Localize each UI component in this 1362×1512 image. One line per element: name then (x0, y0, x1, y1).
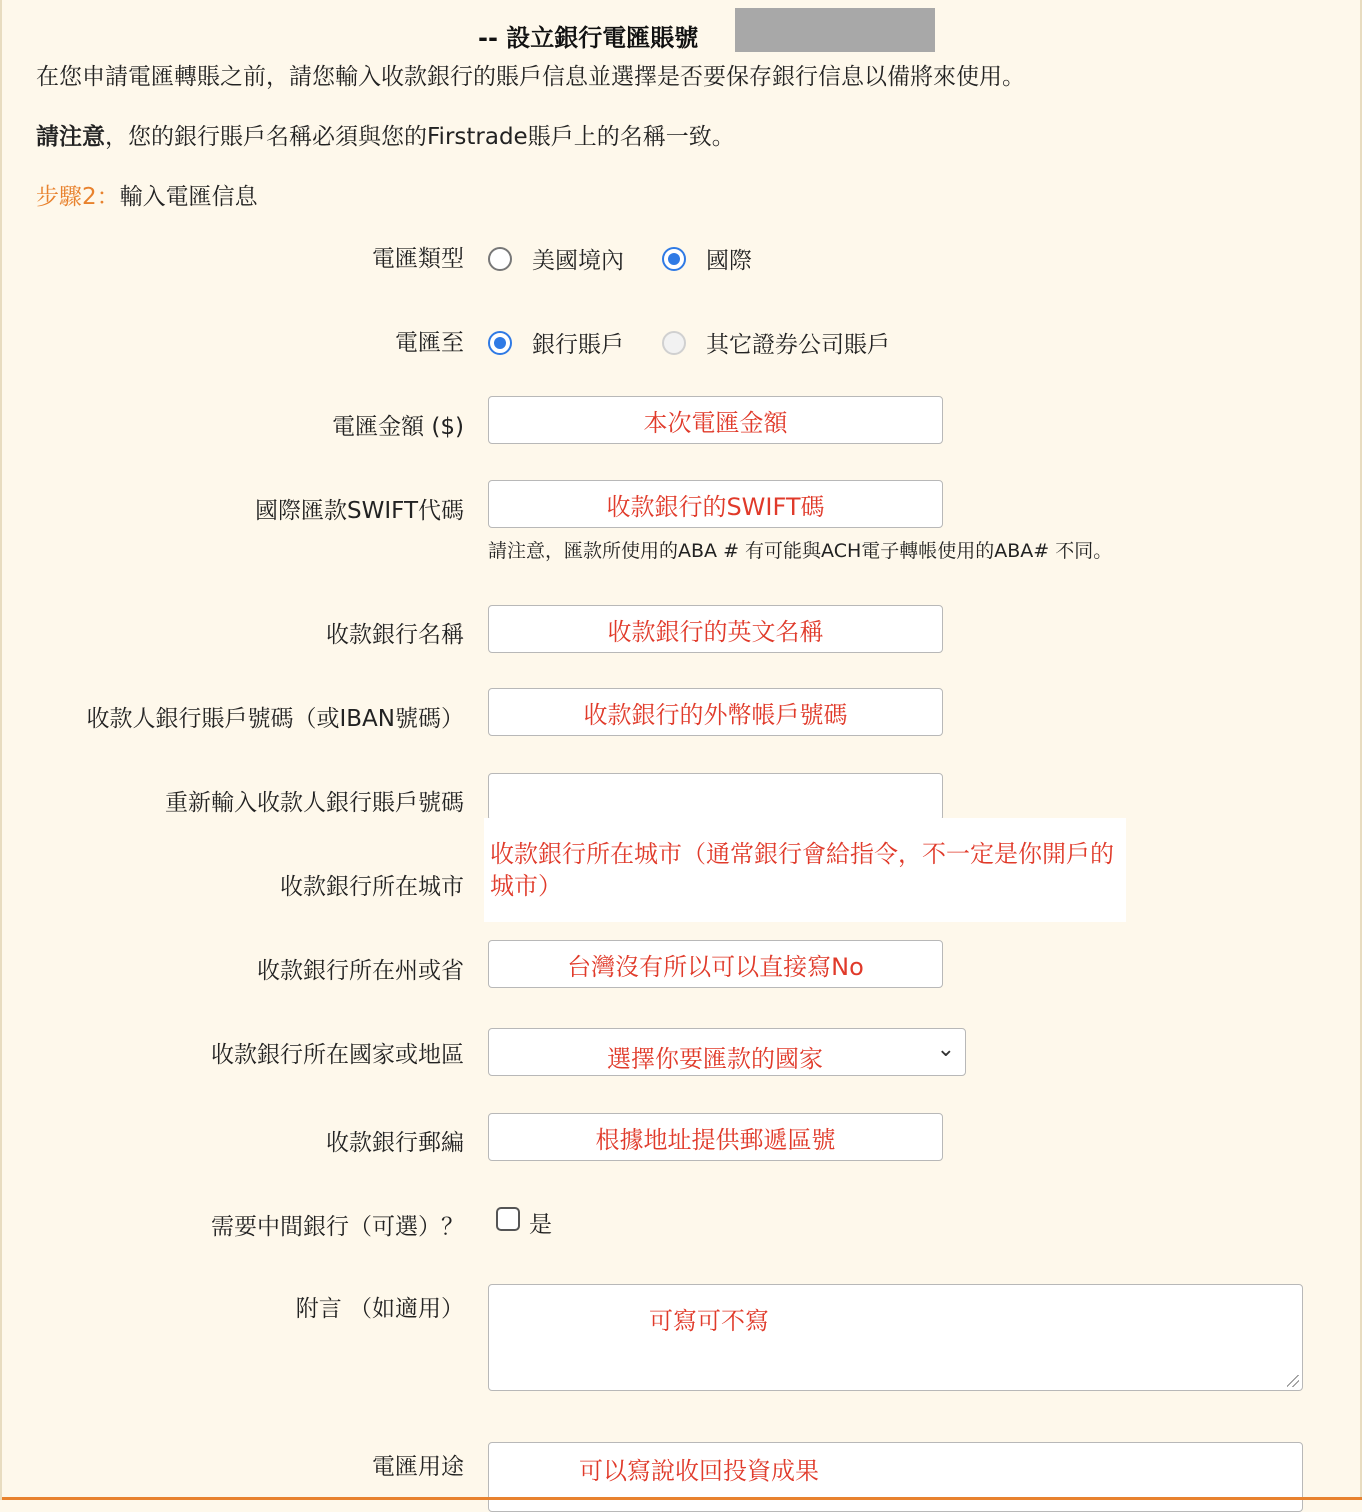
purpose-value: 可以寫說收回投資成果 (579, 1457, 819, 1485)
aba-hint-text: 請注意，匯款所使用的ABA # 有可能與ACH電子轉帳使用的ABA# 不同。 (488, 540, 1113, 562)
bank-country-value: 選擇你要匯款的國家 (607, 1045, 823, 1073)
wire-type-domestic-radio[interactable] (488, 247, 512, 271)
wire-to-broker-label[interactable]: 其它證券公司賬戶 (706, 332, 890, 358)
account-number-confirm-label: 重新輸入收款人銀行賬戶號碼 (165, 790, 464, 816)
wire-to-bank-label[interactable]: 銀行賬戶 (532, 332, 624, 358)
intermediary-bank-option[interactable]: 是 (529, 1212, 552, 1238)
wire-type-international-radio[interactable] (662, 247, 686, 271)
chevron-down-icon: ⌄ (936, 1037, 955, 1062)
bank-state-input[interactable]: 台灣沒有所以可以直接寫No (488, 940, 943, 988)
purpose-input[interactable] (488, 1442, 1303, 1512)
notice-bold: 請注意 (36, 124, 105, 150)
purpose-label: 電匯用途 (372, 1454, 464, 1480)
wire-type-international-label[interactable]: 國際 (706, 248, 752, 274)
amount-input[interactable]: 本次電匯金額 (488, 396, 943, 444)
account-number-confirm-input[interactable] (488, 773, 943, 821)
step-number: 步驟2： (36, 184, 120, 210)
wire-to-radio-group (488, 326, 928, 359)
memo-value: 可寫可不寫 (649, 1307, 769, 1335)
bank-name-input[interactable]: 收款銀行的英文名稱 (488, 605, 943, 653)
wire-to-broker-radio[interactable] (662, 331, 686, 355)
step-heading (36, 178, 258, 211)
page-title: -- 設立銀行電匯賬號 (478, 24, 699, 52)
intermediary-bank-label: 需要中間銀行（可選）？ (211, 1214, 464, 1240)
bank-zip-label: 收款銀行郵編 (326, 1130, 464, 1156)
bank-city-input[interactable]: 收款銀行所在城市（通常銀行會給指令，不一定是你開戶的城市） (484, 818, 1126, 922)
bank-city-label: 收款銀行所在城市 (280, 874, 464, 900)
swift-input[interactable]: 收款銀行的SWIFT碼 (488, 480, 943, 528)
memo-label: 附言 （如適用） (295, 1296, 464, 1322)
resize-grip-icon[interactable] (1287, 1375, 1299, 1387)
memo-textarea[interactable] (488, 1284, 1303, 1391)
bank-country-select[interactable] (488, 1028, 966, 1076)
wire-type-radio-group (488, 242, 790, 275)
intro-text: 在您申請電匯轉賬之前，請您輸入收款銀行的賬戶信息並選擇是否要保存銀行信息以備將來使用。 (36, 64, 1025, 90)
notice-text (36, 118, 735, 151)
account-number-input[interactable]: 收款銀行的外幣帳戶號碼 (488, 688, 943, 736)
wire-to-bank-radio[interactable] (488, 331, 512, 355)
intermediary-bank-checkbox[interactable] (496, 1207, 520, 1231)
bank-name-label: 收款銀行名稱 (326, 622, 464, 648)
amount-label: 電匯金額 ($) (332, 414, 464, 440)
redacted-account-block (735, 8, 935, 52)
title-row (2, 8, 1362, 54)
notice-body: ，您的銀行賬戶名稱必須與您的Firstrade賬戶上的名稱一致。 (105, 124, 735, 150)
account-number-label: 收款人銀行賬戶號碼（或IBAN號碼） (86, 706, 464, 732)
wire-type-domestic-label[interactable]: 美國境內 (532, 248, 624, 274)
bank-country-label: 收款銀行所在國家或地區 (211, 1042, 464, 1068)
bank-state-label: 收款銀行所在州或省 (257, 958, 464, 984)
swift-label: 國際匯款SWIFT代碼 (255, 498, 464, 524)
wire-type-label: 電匯類型 (372, 246, 464, 272)
wire-to-label: 電匯至 (395, 330, 464, 356)
bank-zip-input[interactable]: 根據地址提供郵遞區號 (488, 1113, 943, 1161)
step-title: 輸入電匯信息 (119, 184, 258, 210)
